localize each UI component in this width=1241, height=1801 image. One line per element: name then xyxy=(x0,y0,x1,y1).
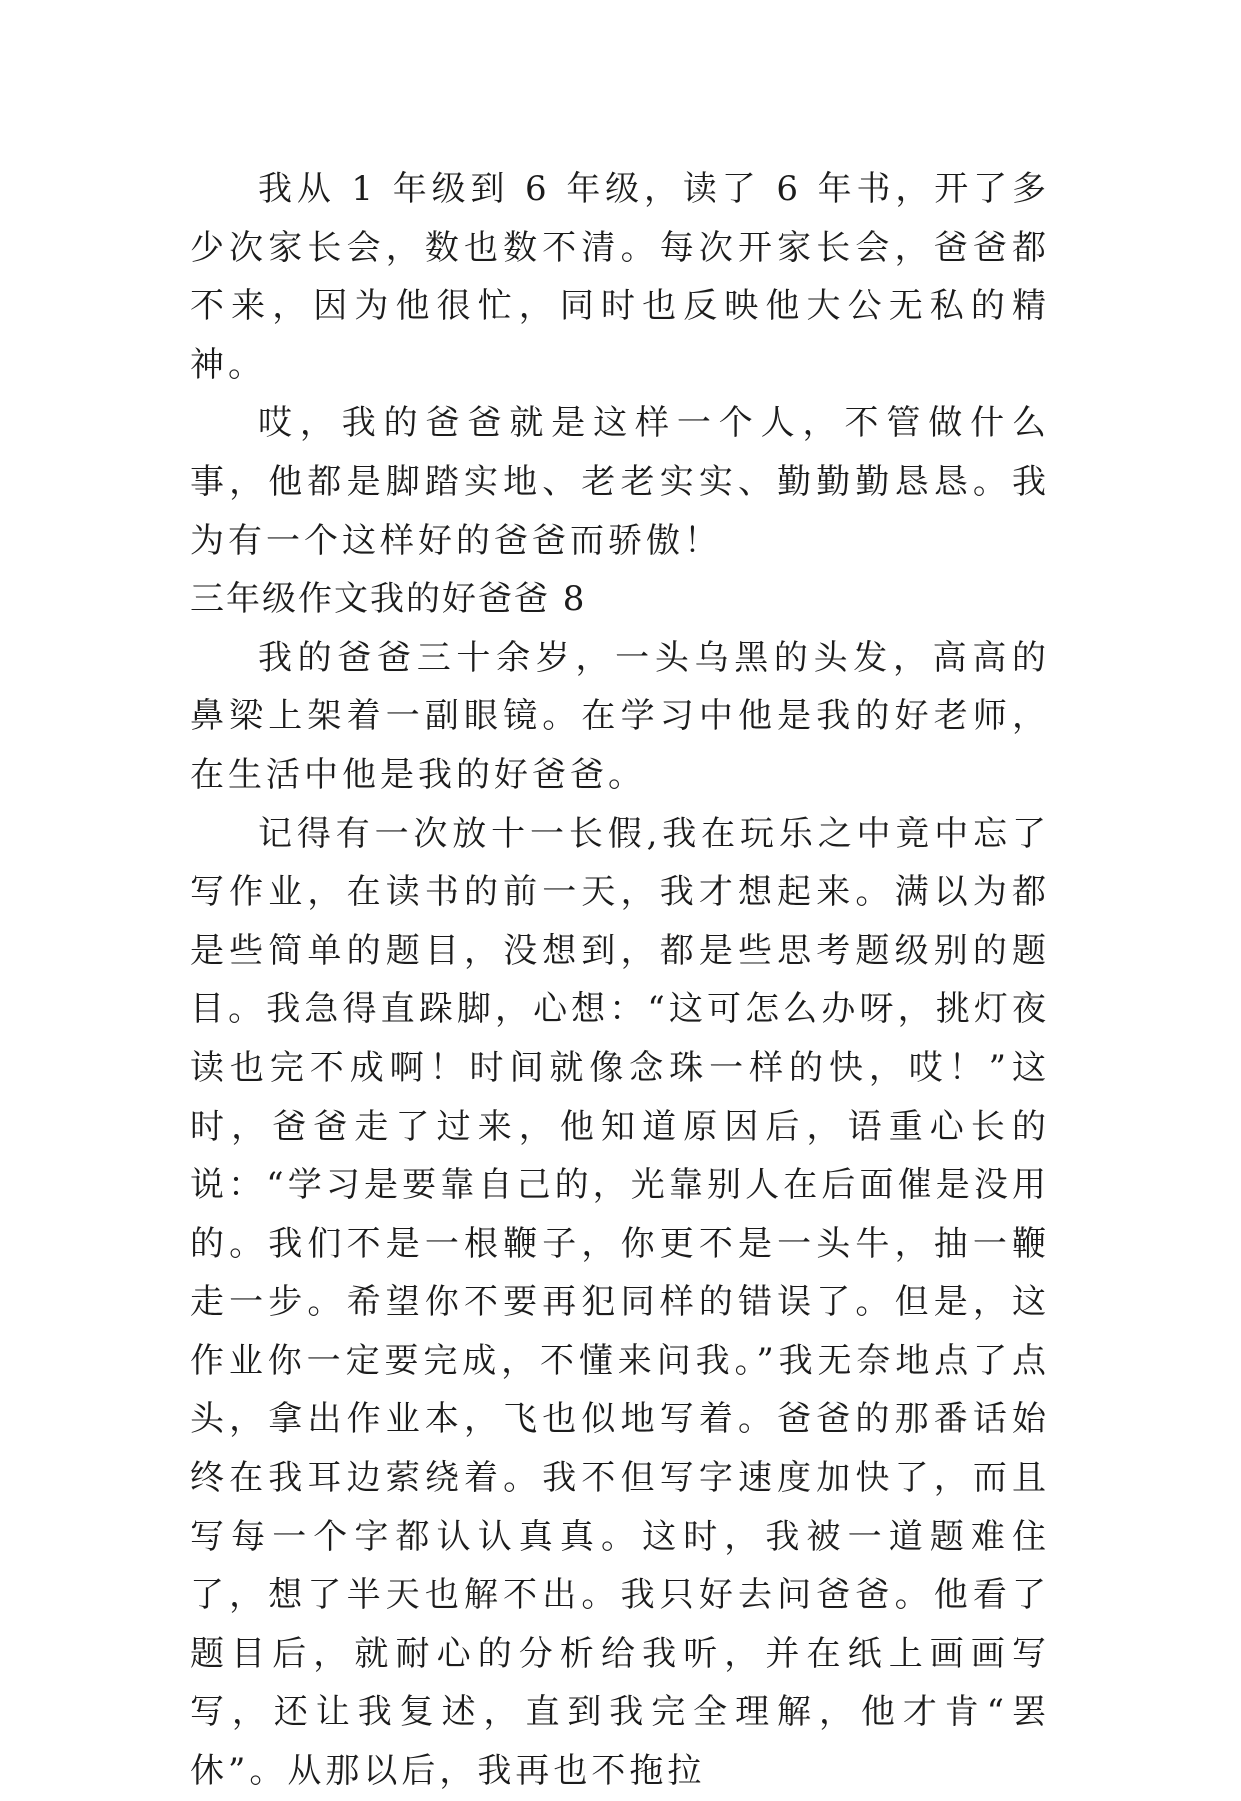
paragraph-homework-story: 记得有一次放十一长假,我在玩乐之中竟中忘了写作业，在读书的前一天，我才想起来。满以为都是些简单的题目，没想到，都是些思考题级别的题目。我急得直跺脚，心想：“这可怎么办呀，挑灯夜读也完不成啊！时间就像念珠一样的快，哎！”这时，爸爸走了过来，他知道原因后，语重心长的说：“学习是要靠自己的，光靠别人在后面催是没用的。我们不是一根鞭子，你更不是一头牛，抽一鞭走一步。希望你不要再犯同样的错误了。但是，这作业你一定要完成，不懂来问我。”我无奈地点了点头，拿出作业本，飞也似地写着。爸爸的那番话始终在我耳边萦绕着。我不但写字速度加快了，而且写每一个字都认认真真。这时，我被一道题难住了，想了半天也解不出。我只好去问爸爸。他看了题目后，就耐心的分析给我听，并在纸上画画写写，还让我复述，直到我完全理解，他才肯“罢休”。从那以后，我再也不拖拉 xyxy=(190,813,1050,1792)
paragraph-father-description: 我的爸爸三十余岁，一头乌黑的头发，高高的鼻梁上架着一副眼镜。在学习中他是我的好老师，在生活中他是我的好爸爸。 xyxy=(190,637,1050,795)
paragraph-proud-of-father: 哎，我的爸爸就是这样一个人，不管做什么事，他都是脚踏实地、老老实实、勤勤勤恳恳。我为有一个这样好的爸爸而骄傲！ xyxy=(190,403,1050,561)
document-body xyxy=(190,160,1050,1801)
paragraph-parent-meeting: 我从 1 年级到 6 年级，读了 6 年书，开了多少次家长会，数也数不清。每次开家长会，爸爸都不来，因为他很忙，同时也反映他大公无私的精神。 xyxy=(190,169,1050,385)
essay-title: 三年级作文我的好爸爸 8 xyxy=(190,579,587,620)
